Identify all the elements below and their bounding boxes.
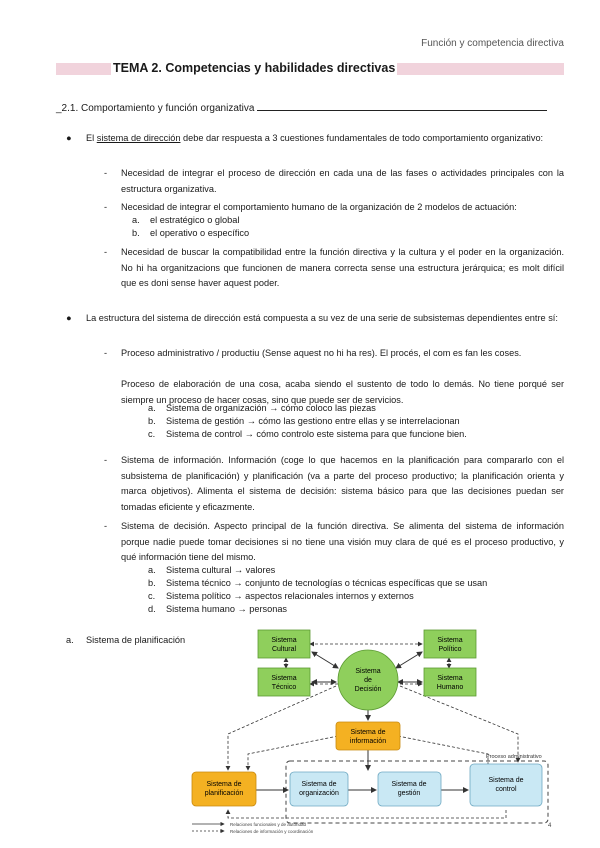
b2-item-1a: Sistema de organización → cómo coloco las piezas: [166, 403, 376, 413]
arrow-decision-planificacion: [228, 686, 336, 770]
list-marker: c.: [148, 591, 156, 601]
doc-header-title: Función y competencia directiva: [421, 38, 564, 49]
legend-2: Relaciones de información y coordinación: [230, 829, 314, 834]
page-mark: 4: [548, 823, 552, 829]
list-marker: d.: [148, 604, 156, 614]
box-control-label: Sistema de control: [488, 777, 524, 793]
box-politico: [424, 630, 476, 658]
list-marker: a.: [66, 635, 74, 645]
page-title: TEMA 2. Competencias y habilidades directivas: [113, 61, 396, 75]
list-marker: a.: [148, 565, 156, 575]
b1-item-1: Necesidad de integrar el proceso de dirección en cada una de las fases o actividades principales con la estructura organizativa.: [121, 168, 564, 194]
box-informacion-label: Sistema de información: [349, 729, 387, 745]
bullet-1-pre: El: [86, 133, 97, 143]
b1-item-2a: el estratégico o global: [150, 215, 240, 225]
list-marker: b.: [148, 416, 156, 426]
list-marker: a.: [132, 215, 140, 225]
bullet-dot: ●: [66, 313, 72, 323]
b2-item-3b: Sistema técnico → conjunto de tecnologías o técnicas específicas que se usan: [166, 578, 488, 588]
b2-item-3a: Sistema cultural → valores: [166, 565, 276, 575]
arrow-control-feedback: [228, 810, 506, 818]
section-rule: [257, 102, 547, 111]
box-humano-label: Sistema Humano: [436, 675, 464, 691]
bullet-2-text: La estructura del sistema de dirección está compuesta a su vez de una serie de subsistemas dependientes entre sí:: [86, 313, 558, 323]
box-tecnico-label: Sistema Técnico: [271, 675, 297, 691]
list-marker: c.: [148, 429, 156, 439]
list-marker: b.: [148, 578, 156, 588]
bullet-1-post: debe dar respuesta a 3 cuestiones fundamentales de todo comportamiento organizativo:: [180, 133, 544, 143]
dash: -: [104, 168, 108, 178]
b2-item-3: Sistema de decisión. Aspecto principal de la función directiva. Se alimenta del sistema de información porque nadie puede tomar decisiones si no tiene una visión muy clara de qué es el proceso productivo, y qué información tiene del mismo.: [121, 521, 564, 562]
box-planificacion: [192, 772, 256, 806]
box-cultural-line: Sistema: [271, 637, 297, 644]
sistema-direccion-link: sistema de dirección: [96, 133, 181, 143]
list-marker: b.: [132, 228, 140, 238]
box-cultural-label: Sistema Cultural: [271, 637, 297, 653]
dash: -: [104, 521, 108, 531]
b1-item-3: Necesidad de buscar la compatibilidad entre la función directiva y la cultura y el poder en la organización. No hi ha organitzacions que funcionen de manera correcta sense una estructura jerárquica; es molt difícil que es doni sense haver aquest poder.: [121, 247, 564, 288]
bullet-1-text: [86, 131, 564, 147]
box-humano: [424, 668, 476, 696]
arrow-politico-decision: [396, 652, 422, 668]
arrow-decision-control: [400, 686, 518, 762]
box-informacion: [336, 722, 400, 750]
bullet-dot: ●: [66, 133, 72, 143]
b2-item-1-title: Proceso administrativo / productiu (Sense aquest no hi ha res). El procés, el com es fan les coses.: [121, 348, 522, 358]
b2-item-1c: Sistema de control → cómo controlo este sistema para que funcione bien.: [166, 429, 467, 439]
arrow-info-planificacion: [248, 736, 338, 770]
b2-item-3c: Sistema político → aspectos relacionales internos y externos: [166, 591, 414, 601]
box-gestion: [378, 772, 441, 806]
planificacion-label: Sistema de planificación: [86, 635, 186, 645]
box-organizacion-label: Sistema de organización: [299, 781, 339, 797]
b1-item-2: Necesidad de integrar el comportamiento humano de la organización de 2 modelos de actuación:: [121, 202, 517, 212]
list-marker: a.: [148, 403, 156, 413]
dash: -: [104, 202, 108, 212]
legend-1: Relaciones funcionales y de autoridad: [230, 822, 307, 827]
b2-item-1b: Sistema de gestión → cómo las gestiono entre ellas y se interrelacionan: [166, 416, 460, 426]
box-tecnico: [258, 668, 310, 696]
proceso-label: Proceso administrativo: [486, 754, 542, 760]
arrow-cultural-decision: [312, 652, 338, 668]
dash: -: [104, 455, 108, 465]
circle-decision-label: Sistema de Decisión: [354, 668, 382, 693]
box-politico-label: Sistema Político: [437, 637, 463, 653]
b2-item-2: Sistema de información. Información (coge lo que hacemos en la planificación para compararlo con el subsistema de planificación) y planificación (va a parte del proceso productivo; la planificación orienta y marca objetivos). Alimenta el sistema de decisión: sistema básico para que las decisiones puedan ser tomadas eficiente y eficazmente.: [121, 455, 564, 512]
b1-item-2b: el operativo o específico: [150, 228, 250, 238]
section-heading-text: _2.1. Comportamiento y función organizativa: [56, 103, 255, 114]
b2-item-1-text: Proceso de elaboración de una cosa, acaba siendo el sustento de todo lo demás. No tiene porqué ser siempre un proceso de hacer cosas, sino que puede ser de servicios.: [121, 379, 564, 405]
section-heading: [56, 102, 547, 114]
direction-system-diagram: [188, 624, 560, 836]
box-control: [470, 764, 542, 806]
box-cultural: [258, 630, 310, 658]
dash: -: [104, 247, 108, 257]
b2-item-3d: Sistema humano → personas: [166, 604, 288, 614]
box-gestion-label: Sistema de gestión: [391, 781, 427, 797]
dash: -: [104, 348, 108, 358]
box-organizacion: [290, 772, 348, 806]
box-planificacion-label: Sistema de planificación: [204, 781, 244, 797]
